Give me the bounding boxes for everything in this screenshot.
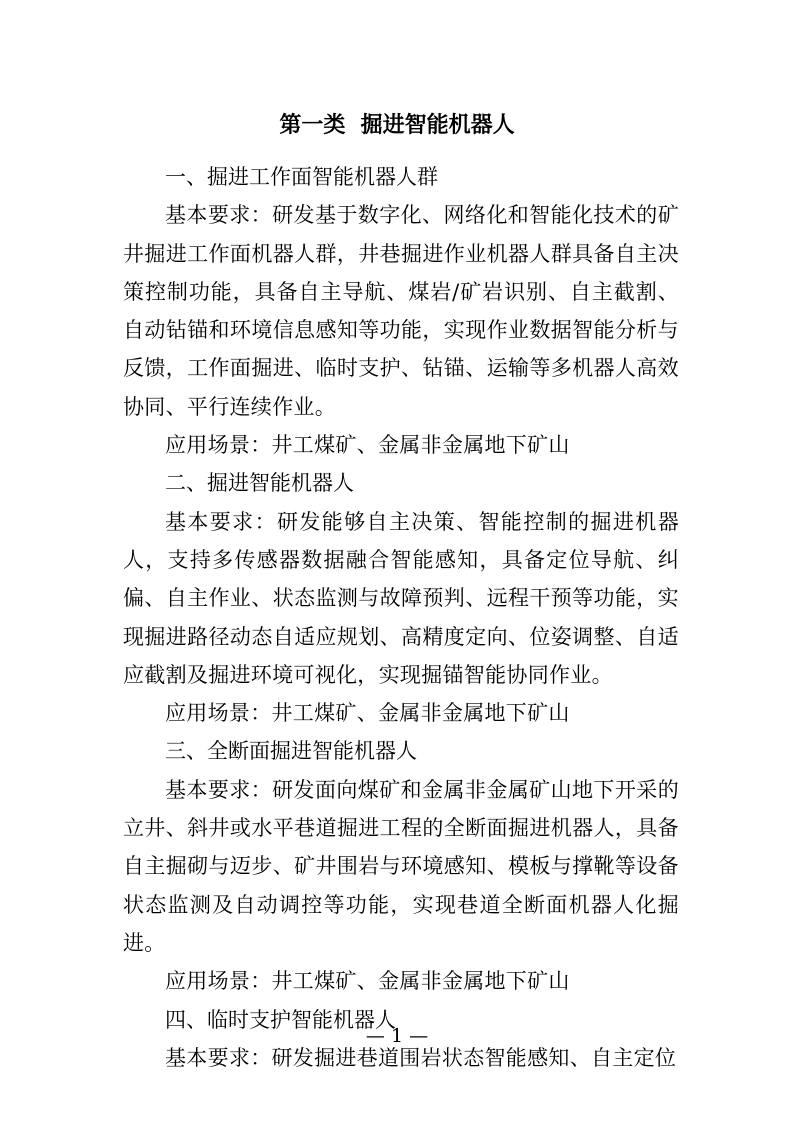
section-4-requirement: 基本要求：研发掘进巷道围岩状态智能感知、自主定位 (165, 1045, 677, 1070)
page-title: 第一类 掘进智能机器人 (279, 112, 515, 138)
section-2-requirement: 基本要求：研发能够自主决策、智能控制的掘进机器人，支持多传感器数据融合智能感知，具备定位导航、纠偏、自主作业、状态监测与故障预判、远程干预等功能，实现掘进路径动态自适应规划、高精度定向、位姿调整、自适应截割及掘进环境可视化，实现掘锚智能协同作业。 (123, 509, 679, 687)
document-body (123, 158, 679, 1077)
section-heading-4: 四、临时支护智能机器人 (165, 1007, 396, 1032)
section-heading-1: 一、掘进工作面智能机器人群 (165, 165, 438, 189)
section-1-scenario: 应用场景：井工煤矿、金属非金属地下矿山 (165, 433, 570, 458)
page-number: — 1 — (365, 1025, 429, 1047)
section-2-scenario: 应用场景：井工煤矿、金属非金属地下矿山 (165, 701, 570, 726)
section-heading-3: 三、全断面掘进智能机器人 (165, 739, 417, 764)
section-heading-2: 二、掘进智能机器人 (165, 471, 354, 496)
section-3-scenario: 应用场景：井工煤矿、金属非金属地下矿山 (165, 969, 570, 994)
section-1-requirement: 基本要求：研发基于数字化、网络化和智能化技术的矿井掘进工作面机器人群，井巷掘进作业机器人群具备自主决策控制功能，具备自主导航、煤岩/矿岩识别、自主截割、自动钻锚和环境信息感知等功能，实现作业数据智能分析与反馈，工作面掘进、临时支护、钻锚、运输等多机器人高效协同、平行连续作业。 (123, 203, 679, 419)
section-3-requirement: 基本要求：研发面向煤矿和金属非金属矿山地下开采的立井、斜井或水平巷道掘进工程的全断面掘进机器人，具备自主掘砌与迈步、矿井围岩与环境感知、模板与撑靴等设备状态监测及自动调控等功能，实现巷道全断面机器人化掘进。 (123, 777, 679, 955)
